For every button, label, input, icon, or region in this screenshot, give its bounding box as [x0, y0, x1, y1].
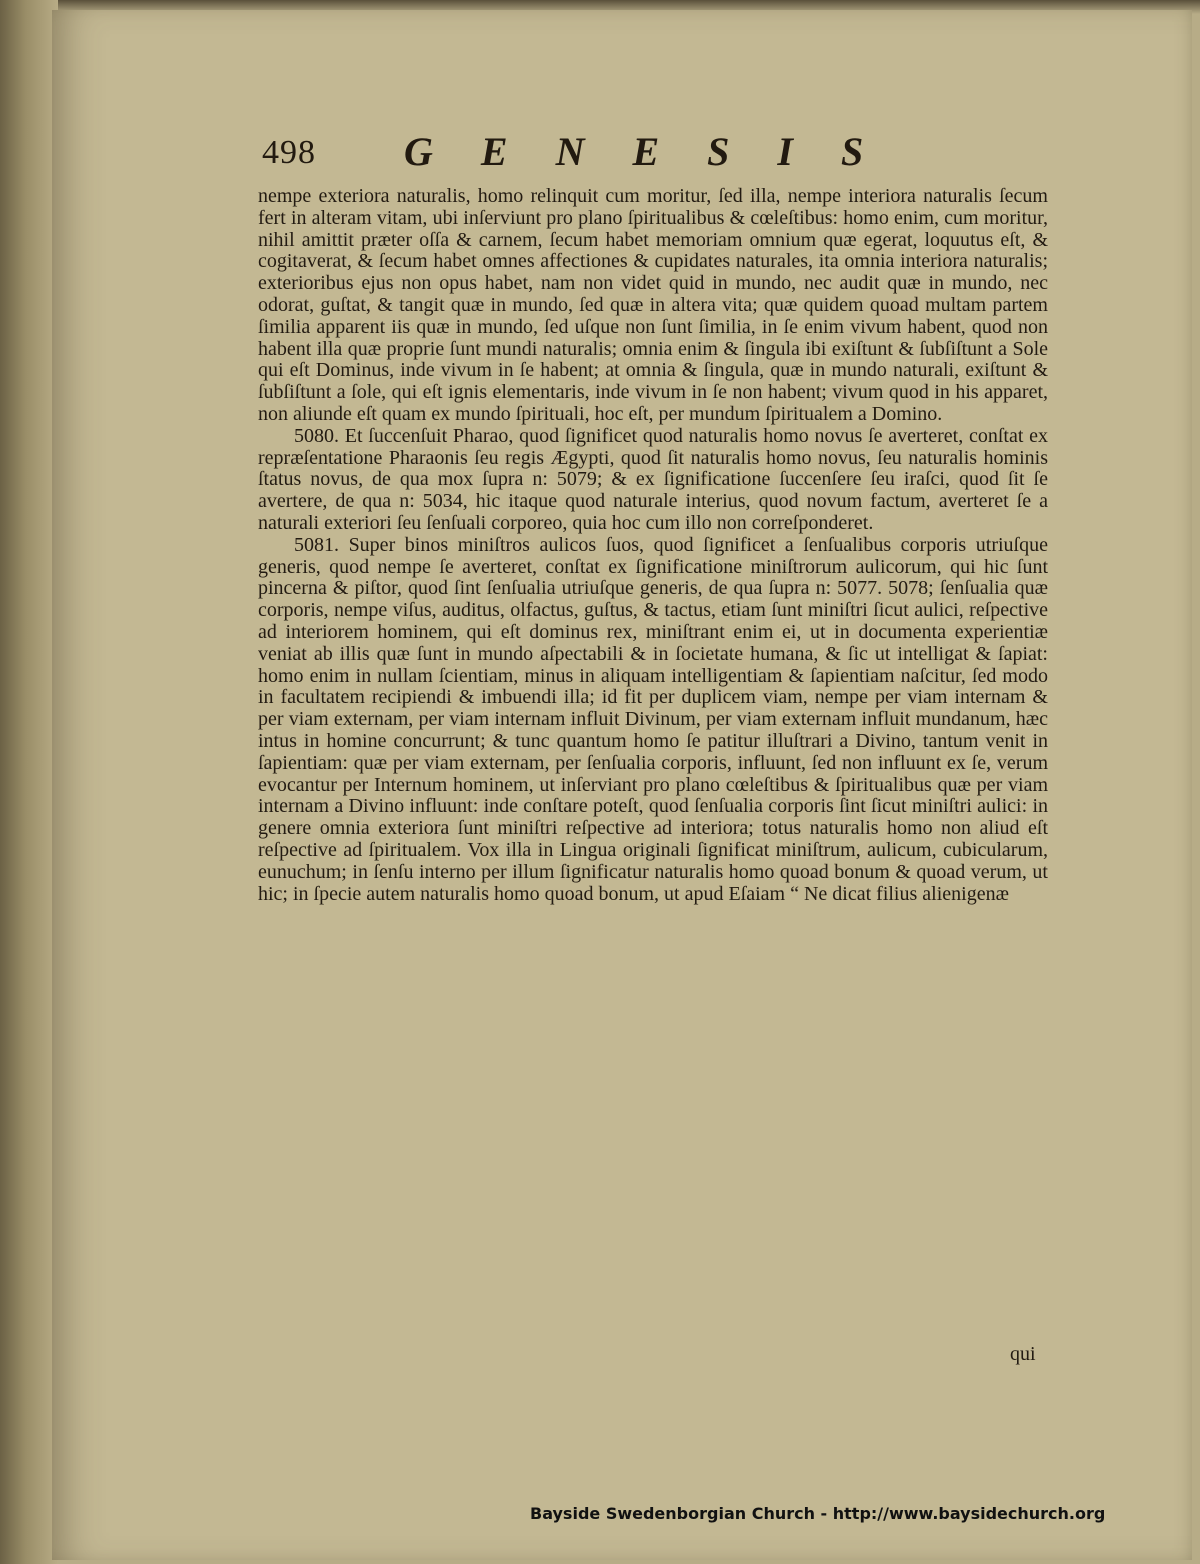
book-spine-shadow [0, 0, 58, 1564]
page-number: 498 [262, 134, 316, 171]
paragraph-continuation: nempe exteriora naturalis, homo relinquit cum moritur, ſed illa, nempe interiora naturalis ſecum fert in alteram vitam, ubi inſerviunt pro plano ſpiritualibus & cœleſtibus: homo enim, cum moritur, nihil amittit præter oſſa & carnem, ſecum habet memoriam omnium quæ egerat, loquutus eſt, & cogitaverat, & ſecum habet omnes affectiones & cupidates naturales, ita omnia interiora naturalis; exterioribus ejus non opus habet, nam non videt quid in mundo, nec audit quæ in mundo, nec odorat, guſtat, & tangit quæ in mundo, ſed quæ in altera vita; quæ quidem quoad multam partem ſimilia apparent iis quæ in mundo, ſed uſque non ſunt ſimilia, in ſe enim vivum habent, quod non habent illa quæ proprie ſunt mundi naturalis; omnia enim & ſingula ibi exiſtunt & ſubſiſtunt a Sole qui eſt Dominus, inde vivum in ſe habent; at omnia & ſingula, quæ in mundo naturali, exiſtunt & ſubſiſtunt a ſole, qui eſt ignis elementaris, inde vivum in ſe non habent; vivum quod in his apparet, non aliunde eſt quam ex mundo ſpirituali, hoc eſt, per mundum ſpiritualem a Domino. [258, 185, 1048, 425]
source-watermark: Bayside Swedenborgian Church - http://www.baysidechurch.org [530, 1504, 1106, 1523]
body-text [258, 186, 1048, 905]
paragraph-5081: 5081. Super binos miniſtros aulicos ſuos, quod ſignificet a ſenſualibus corporis utriuſque generis, quod nempe ſe averteret, conſtat ex ſignificatione miniſtrorum aulicorum, qui hic ſunt pincerna & piſtor, quod ſint ſenſualia utriuſque generis, de qua ſupra n: 5077. 5078; ſenſualia quæ corporis, nempe viſus, auditus, olfactus, guſtus, & tactus, etiam ſunt miniſtri ſicut aulici, reſpective ad interiorem hominem, qui eſt dominus rex, miniſtrant enim ei, ut in documenta experientiæ veniat ab illis quæ ſunt in mundo aſpectabili & in ſocietate humana, & ſic ut intelligat & ſapiat: homo enim in nullam ſcientiam, minus in aliquam intelligentiam & ſapientiam naſcitur, ſed modo in facultatem recipiendi & imbuendi illa; id fit per duplicem viam, nempe per viam internam & per viam externam, per viam internam influit Divinum, per viam externam influit mundanum, hæc intus in homine concurrunt; & tunc quantum homo ſe patitur illuſtrari a Divino, tantum venit in ſapientiam: quæ per viam externam, per ſenſualia corporis, influunt, ſed non influunt ex ſe, verum evocantur per Internum hominem, ut inſerviant pro plano cœleſtibus & ſpiritualibus quæ per viam internam a Divino influunt: inde conſtare poteſt, quod ſenſualia corporis ſint ſicut miniſtri aulici: in genere omnia exteriora ſunt miniſtri reſpective ad interiora; totus naturalis homo non aliud eſt reſpective ad ſpiritualem. Vox illa in Lingua originali ſignificat miniſtrum, aulicum, cubicularum, eunuchum; in ſenſu interno per illum ſignificatur naturalis homo quoad bonum & quoad verum, ut hic; in ſpecie autem naturalis homo quoad bonum, ut apud Eſaiam “ Ne dicat filius alienigenæ [258, 533, 1048, 905]
catchword: qui [1010, 1343, 1036, 1365]
page-header [262, 128, 1042, 180]
paragraph-5080: 5080. Et ſuccenſuit Pharao, quod ſignificet quod naturalis homo novus ſe averteret, conſtat ex repræſentatione Pharaonis ſeu regis Ægypti, quod ſit naturalis homo novus, ſeu naturalis hominis ſtatus novus, de qua mox ſupra n: 5079; & ex ſignificatione ſuccenſere ſeu iraſci, quod ſit ſe avertere, de qua n: 5034, hic itaque quod naturale interius, quod novum factum, averteret ſe a naturali exteriori ſeu ſenſuali corporeo, quia hoc cum illo non correſponderet. [258, 424, 1048, 534]
running-title: GENESIS [404, 129, 912, 174]
